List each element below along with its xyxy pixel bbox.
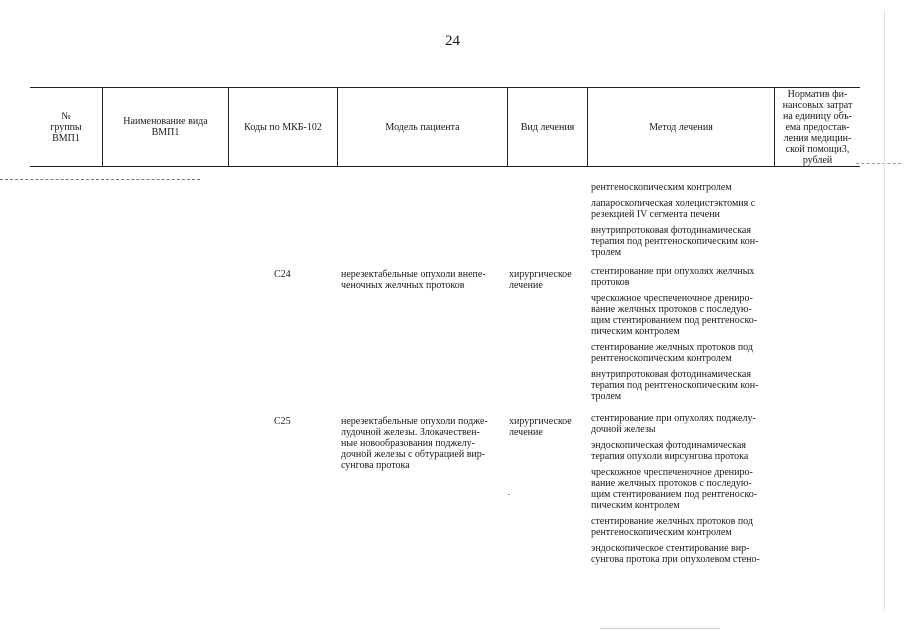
method-item: чрескожное чреспеченочное дрениро- вание желчных протоков с последую- щим стентированием под рентгеноско- пическим контролем — [591, 467, 758, 511]
scan-speck — [508, 494, 510, 495]
method-item: лапароскопическая холецистэктомия с резекцией IV сегмента печени — [591, 198, 756, 220]
header-treatment-method — [587, 88, 774, 166]
method-item: чрескожное чреспеченочное дрениро- вание желчных протоков с последую- щим стентированием под рентгеноско- пическим контролем — [591, 293, 758, 337]
row-c25-methods — [591, 413, 776, 565]
method-item: стентирование желчных протоков под рентгеноскопическим контролем — [591, 516, 753, 538]
header-icd-codes — [228, 88, 337, 166]
method-item: рентгеноскопическим контролем — [591, 182, 732, 193]
header-patient-model — [337, 88, 507, 166]
header-financial-norm-label: Норматив фи- нансовых затрат на единицу объ- ема предостав- ления медицин- ской помощи3, рублей — [782, 89, 853, 166]
header-vmp-name — [102, 88, 228, 166]
method-item: внутрипротоковая фотодинамическая терапия под рентгеноскопическим кон- тролем — [591, 225, 759, 258]
header-treatment-method-label: Метод лечения — [649, 121, 713, 133]
separator-line — [0, 179, 200, 180]
scan-speck — [600, 628, 720, 629]
separator-line-right — [856, 163, 901, 164]
header-financial-norm — [774, 88, 860, 166]
header-vmp-name-label: Наименование вида ВМП1 — [123, 116, 208, 138]
header-treatment-type-label: Вид лечения — [520, 121, 575, 133]
row-c24-patient-model: нерезектабельные опухоли внепе- ченочных желчных протоков — [341, 269, 486, 291]
method-item: внутрипротоковая фотодинамическая терапия под рентгеноскопическим кон- тролем — [591, 369, 759, 402]
page-number: 24 — [445, 33, 460, 49]
method-item: эндоскопическое стентирование вир- сунгова протока при опухолевом стено- — [591, 543, 760, 565]
method-item: эндоскопическая фотодинамическая терапия опухоли вирсунгова протока — [591, 440, 749, 462]
method-item: стентирование желчных протоков под рентгеноскопическим контролем — [591, 342, 753, 364]
header-group-number — [30, 88, 102, 166]
row-c24-treatment-type: хирургическое лечение — [509, 269, 572, 291]
scan-speck — [884, 10, 885, 610]
header-icd-codes-label: Коды по МКБ-102 — [244, 121, 322, 133]
table-header — [30, 87, 860, 167]
row-c25-treatment-type: хирургическое лечение — [509, 416, 572, 438]
row-c25-code: C25 — [274, 416, 291, 427]
method-item: стентирование при опухолях поджелу- дочной железы — [591, 413, 756, 435]
row-c24-code: C24 — [274, 269, 291, 280]
method-item: стентирование при опухолях желчных протоков — [591, 266, 755, 288]
header-group-number-label: № группы ВМП1 — [50, 110, 82, 144]
continuation-methods — [591, 182, 776, 258]
row-c25-patient-model: нерезектабельные опухоли подже- лудочной железы. Злокачествен- ные новообразования поджелу- дочной железы с обтурацией вир- сунгова протока — [341, 416, 488, 471]
header-treatment-type — [507, 88, 587, 166]
header-patient-model-label: Модель пациента — [385, 121, 460, 133]
row-c24-methods — [591, 266, 776, 402]
